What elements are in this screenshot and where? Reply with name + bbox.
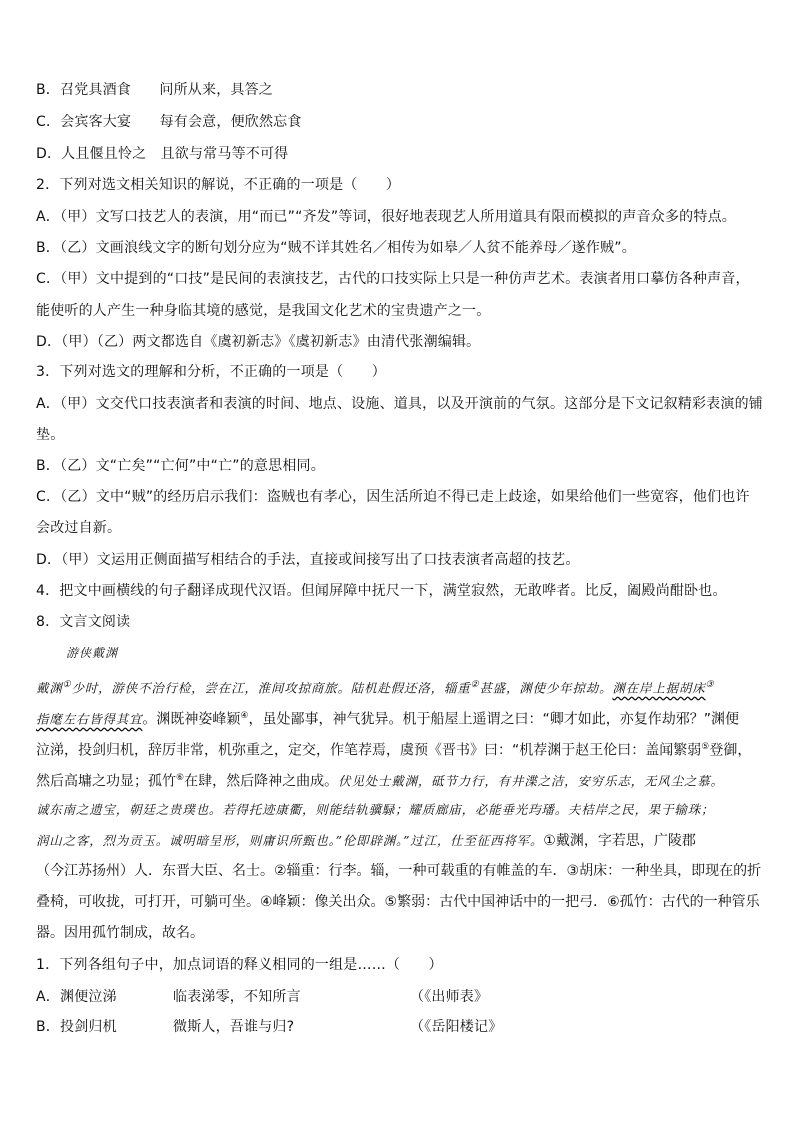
wavy-underlined-text: 指麾左右皆得其宜 (36, 711, 143, 727)
section-8-heading: 8．文言文阅读 (36, 614, 131, 630)
passage-text: 然后高墉之功显；孤竹 (36, 773, 176, 790)
question-2-option-c-line1: C．（甲）文中提到的“口技”是民间的表演技艺，古代的口技实际上只是一种仿声艺术。表演者用口摹仿各种声音， (36, 271, 750, 287)
option-sentence: 临表涕零，不知所言 (173, 989, 301, 1005)
question-3-option-b: B．（乙）文“亡矣”“亡何”中“亡”的意思相同。 (36, 458, 325, 474)
passage-line-2 (36, 701, 764, 736)
passage-line-5 (36, 794, 764, 826)
passage-text: 在肆，然后降神之曲成。 (184, 773, 339, 790)
passage-question-1-stem: 1．下列各组句子中，加点词语的释义相同的一组是……（ ） (36, 957, 443, 973)
footnote-mark: ① (62, 680, 72, 690)
passage-text: 登御， (709, 742, 752, 759)
option-sentence: 微斯人，吾谁与归? (173, 1019, 295, 1035)
passage-line-6 (36, 825, 764, 857)
passage-line-9: 器。因用孤竹制成，故名。 (36, 925, 204, 941)
footnote-mark: ⑤ (701, 742, 710, 752)
footnote-mark: ⑥ (176, 773, 185, 783)
passage-text: 。渊既神姿峰颖 (142, 711, 241, 728)
footnote-mark: ③ (705, 680, 715, 690)
footnote-mark: ② (470, 680, 480, 690)
option-source: （《岳阳楼记》 (410, 1019, 503, 1035)
question-3-option-c-line2: 会改过自新。 (36, 520, 122, 536)
passage-text: 戴渊 (36, 680, 63, 696)
passage-line-4 (36, 763, 764, 798)
wavy-underlined-text: 渊在岸上据胡床 (612, 680, 706, 696)
passage-title: 游侠戴渊 (66, 646, 119, 660)
question-2-option-b: B．（乙）文画浪线文字的断句划分应为“贼不详其姓名／相传为如皋／人贫不能养母／遂作贼”。 (36, 240, 636, 256)
question-2-option-d: D．（甲）（乙）两文都选自《虞初新志》《虞初新志》由清代张潮编辑。 (36, 334, 481, 350)
footnote-mark: ④ (240, 711, 249, 721)
question-2-option-c-line2: 能使听的人产生一种身临其境的感觉，是我国文化艺术的宝贵遗产之一。 (36, 303, 491, 319)
question-1-option-d: D．人且偃且怜之 且欲与常马等不可得 (36, 146, 289, 162)
passage-text: 少时，游侠不治行检，尝在江，淮间攻掠商旅。陆机赴假还洛，辎重 (71, 680, 471, 696)
passage-line-1 (36, 670, 764, 705)
option-label: A．渊便泣涕 (36, 989, 117, 1005)
question-3-option-c-line1: C．（乙）文中“贼”的经历启示我们：盗贼也有孝心，因生活所迫不得已走上歧途，如果给他们一些宽容，他们也许 (36, 489, 750, 505)
passage-question-1-option-b (36, 1012, 764, 1043)
passage-text: ，虽处鄙事，神气犹异。机于船屋上遥谓之曰：“卿才如此，亦复作劫邪？”渊便 (248, 711, 739, 728)
option-label: B．投剑归机 (36, 1019, 117, 1035)
footnote-text: ①戴渊，字若思，广陵郡 (543, 833, 696, 849)
question-3-option-d: D．（甲）文运用正侧面描写相结合的手法，直接或间接写出了口技表演者高超的技艺。 (36, 552, 580, 568)
passage-text: 甚盛，渊使少年掠劫。 (479, 680, 613, 696)
passage-line-3 (36, 732, 764, 767)
question-2-stem: 2．下列对选文相关知识的解说，不正确的一项是（ ） (36, 177, 401, 193)
question-3-option-a-line2: 垫。 (36, 427, 65, 443)
question-1-option-c: C．会宾客大宴 每有会意，便欣然忘食 (36, 114, 302, 130)
passage-text: 泣涕，投剑归机，辞厉非常，机弥重之，定交，作笔荐焉，虞预《晋书》曰：“机荐渊于赵王伦曰：盖闻繁弱 (36, 742, 702, 759)
question-2-option-a: A．（甲）文写口技艺人的表演，用“而已”“齐发”等词，很好地表现艺人所用道具有限而模拟的声音众多的特点。 (36, 209, 736, 225)
passage-text: 润山之客，烈为贡玉。诚明暗呈形，则庸识所甄也。”伦即辟渊。”过江，仕至征西将军。 (36, 833, 544, 848)
passage-question-1-option-a (36, 982, 764, 1013)
question-3-stem: 3．下列对选文的理解和分析，不正确的一项是（ ） (36, 364, 386, 380)
option-source: （《出师表》 (410, 989, 489, 1005)
passage-line-8: 叠椅，可收拢，可打开，可躺可坐。④峰颖：像关出众。⑤繁弱：古代中国神话中的一把弓．⑥孤竹：古代的一种管乐 (36, 894, 760, 910)
passage-text: 诚东南之遗宝，朝廷之贵璞也。若得托迹康衢，则能结轨骥騄；耀质廊庙，必能垂光玙璠。夫桔岸之民，果于输珠； (36, 802, 715, 817)
passage-text: 伏见处士戴渊，砥节力行，有井渫之洁，安穷乐志，无风尘之慕。 (338, 773, 724, 789)
question-4-stem: 4．把文中画横线的句子翻译成现代汉语。但闻屏障中抚尺一下，满堂寂然，无敢哗者。比反，阖殿尚酣卧也。 (36, 583, 727, 599)
question-3-option-a-line1: A．（甲）文交代口技表演者和表演的时间、地点、设施、道具，以及开演前的气氛。这部分是下文记叙精彩表演的铺 (36, 396, 763, 412)
passage-line-7: （今江苏扬州）人．东晋大臣、名士。②辎重：行李。辎，一种可载重的有帷盖的车．③胡床：一种坐具，即现在的折 (36, 863, 762, 879)
question-1-option-b: B．召党具酒食 问所从来，具答之 (36, 82, 274, 98)
